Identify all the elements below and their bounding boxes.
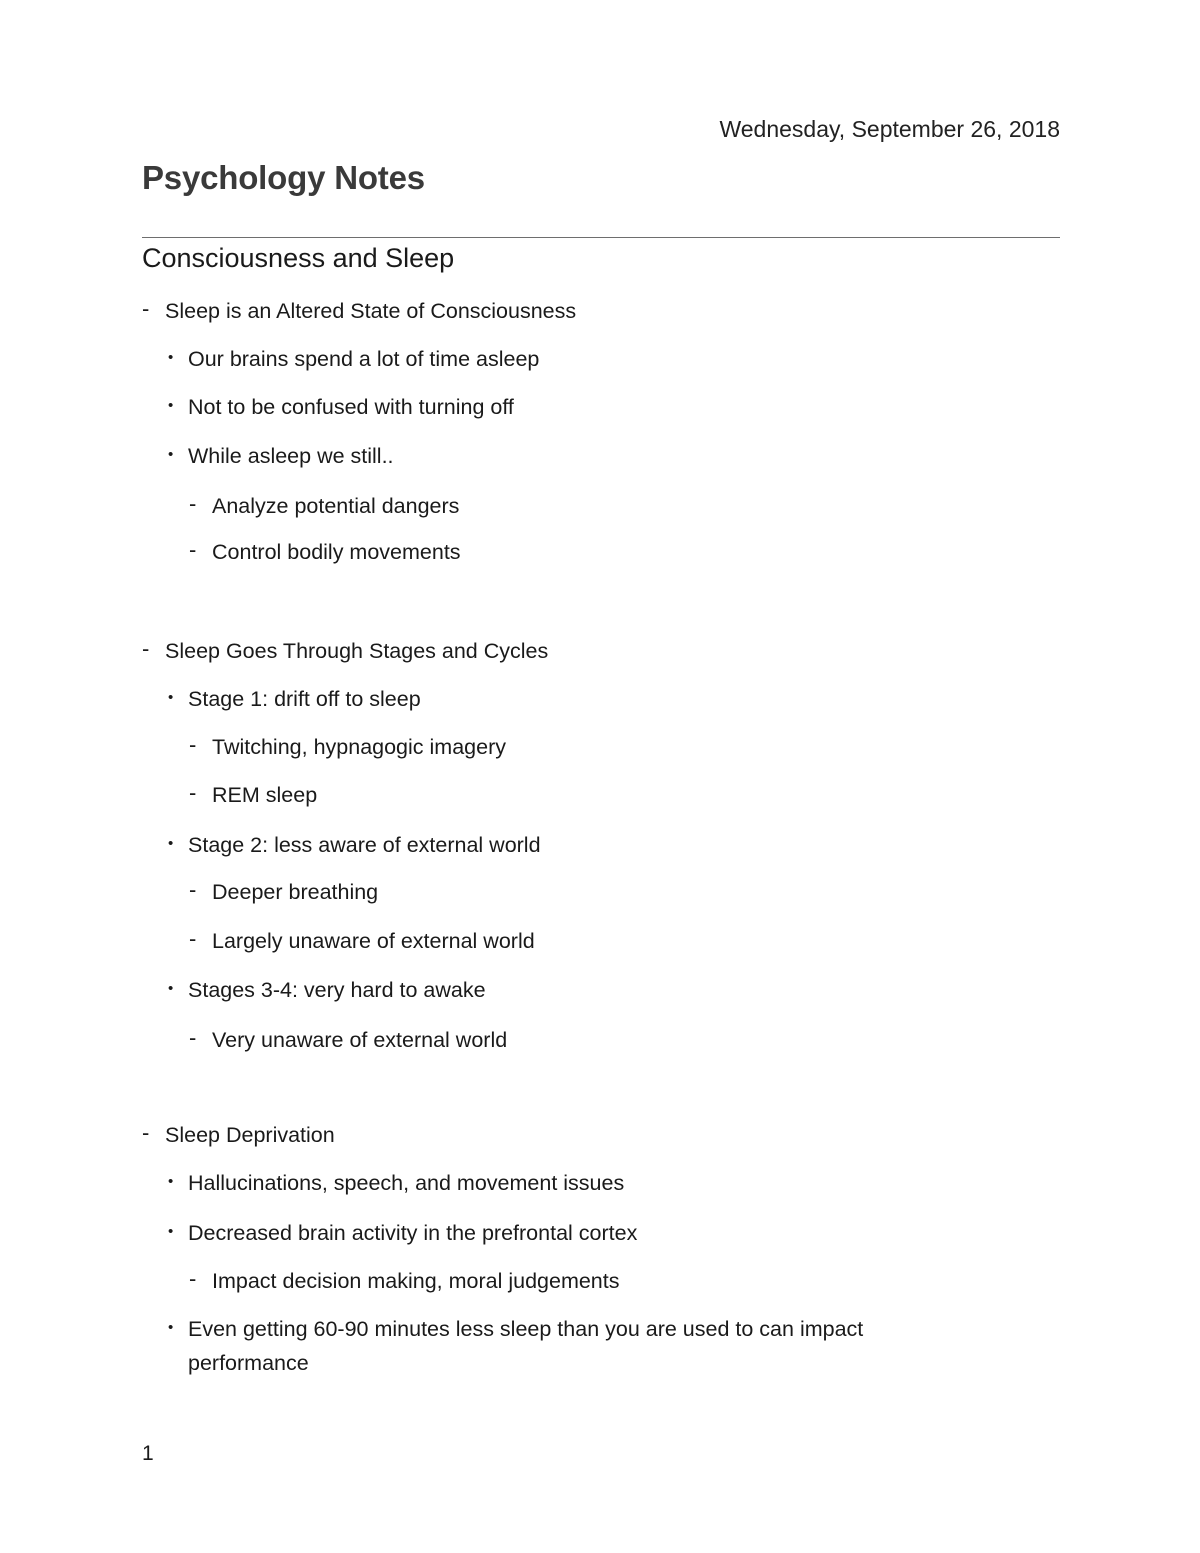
page-number: 1 bbox=[142, 1442, 154, 1465]
list-item bbox=[168, 342, 540, 376]
note-date: Wednesday, September 26, 2018 bbox=[719, 116, 1060, 142]
list-item-text: Decreased brain activity in the prefrontal cortex bbox=[188, 1221, 638, 1245]
list-item-text: Deeper breathing bbox=[212, 880, 379, 904]
list-item-text: Impact decision making, moral judgements bbox=[212, 1269, 620, 1293]
dash-marker: - bbox=[189, 491, 197, 516]
list-item bbox=[168, 973, 486, 1007]
bullet-marker: • bbox=[168, 1319, 174, 1336]
bullet-marker: • bbox=[168, 689, 174, 706]
list-item bbox=[168, 1216, 638, 1250]
list-item bbox=[168, 828, 541, 862]
dash-marker: - bbox=[142, 636, 150, 661]
list-item-text: Stage 2: less aware of external world bbox=[188, 833, 541, 857]
dash-marker: - bbox=[189, 537, 197, 562]
list-item-text: Control bodily movements bbox=[212, 540, 461, 564]
bullet-marker: • bbox=[168, 835, 174, 852]
page-title: Psychology Notes bbox=[142, 159, 425, 196]
list-item-text: Largely unaware of external world bbox=[212, 929, 535, 953]
section-heading: Consciousness and Sleep bbox=[142, 243, 455, 273]
list-item bbox=[168, 390, 514, 424]
list-item-text: Very unaware of external world bbox=[212, 1028, 508, 1052]
list-item bbox=[189, 489, 460, 523]
dash-marker: - bbox=[142, 296, 150, 321]
list-item bbox=[168, 439, 394, 473]
list-item-text: Our brains spend a lot of time asleep bbox=[188, 347, 540, 371]
dash-marker: - bbox=[189, 1025, 197, 1050]
dash-marker: - bbox=[189, 877, 197, 902]
list-item bbox=[189, 1023, 508, 1057]
list-item-text: Twitching, hypnagogic imagery bbox=[212, 735, 506, 759]
list-item bbox=[168, 682, 421, 716]
dash-marker: - bbox=[189, 1266, 197, 1291]
list-item bbox=[189, 535, 461, 569]
list-item bbox=[142, 1118, 335, 1152]
list-item-text: Stage 1: drift off to sleep bbox=[188, 687, 421, 711]
title-divider bbox=[142, 237, 1060, 238]
dash-marker: - bbox=[142, 1120, 150, 1145]
list-item-text: Sleep Deprivation bbox=[165, 1123, 335, 1147]
list-item bbox=[168, 1166, 625, 1200]
list-item-text: Sleep Goes Through Stages and Cycles bbox=[165, 639, 549, 663]
bullet-marker: • bbox=[168, 397, 174, 414]
list-item-text: Analyze potential dangers bbox=[212, 494, 460, 518]
bullet-marker: • bbox=[168, 1173, 174, 1190]
list-item-text: Not to be confused with turning off bbox=[188, 395, 514, 419]
bullet-marker: • bbox=[168, 1223, 174, 1240]
dash-marker: - bbox=[189, 926, 197, 951]
list-item bbox=[142, 294, 577, 328]
dash-marker: - bbox=[189, 732, 197, 757]
dash-marker: - bbox=[189, 780, 197, 805]
list-item-text: While asleep we still.. bbox=[188, 444, 394, 468]
list-item-text: Hallucinations, speech, and movement issues bbox=[188, 1171, 625, 1195]
bullet-marker: • bbox=[168, 980, 174, 997]
list-item bbox=[142, 634, 549, 668]
list-item-text: Sleep is an Altered State of Consciousness bbox=[165, 299, 577, 323]
list-item bbox=[189, 924, 535, 958]
list-item bbox=[189, 778, 318, 812]
list-item-text: REM sleep bbox=[212, 783, 318, 807]
bullet-marker: • bbox=[168, 349, 174, 366]
list-item bbox=[189, 730, 506, 764]
bullet-marker: • bbox=[168, 446, 174, 463]
list-item bbox=[189, 1264, 620, 1298]
list-item bbox=[189, 875, 379, 909]
list-item-text: Even getting 60-90 minutes less sleep than you are used to can impact performance bbox=[188, 1317, 864, 1375]
list-item-text: Stages 3-4: very hard to awake bbox=[188, 978, 486, 1002]
list-item bbox=[168, 1312, 968, 1380]
